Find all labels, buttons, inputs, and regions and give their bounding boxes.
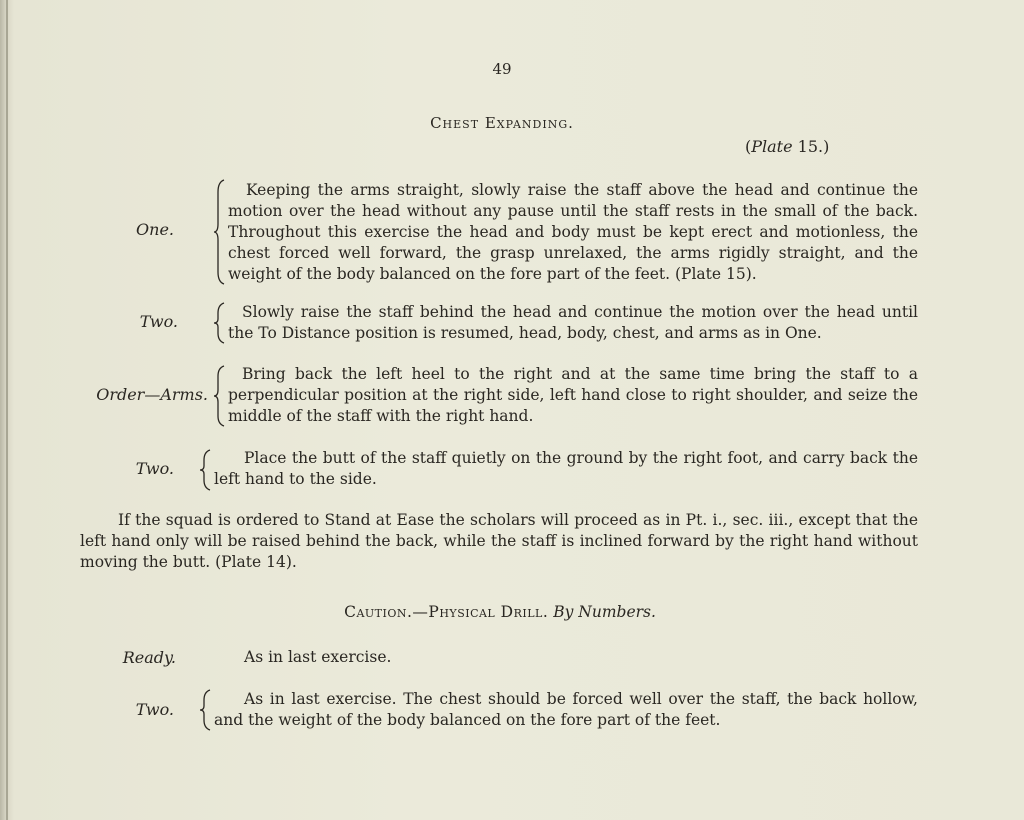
step-text-ready: As in last exercise. xyxy=(244,648,392,666)
step-label-order-arms: Order—Arms. xyxy=(96,385,208,404)
plate-word: Plate xyxy=(751,137,793,156)
step-text-two: Slowly raise the staff behind the head and continue the motion over the head until the To Distance position is resumed, head, body, chest, and arms as in One. xyxy=(228,303,918,342)
caution-heading xyxy=(0,603,1000,621)
step-label-two-second: Two. xyxy=(135,459,174,478)
step-label-ready: Ready. xyxy=(122,648,176,667)
section-title: Chest Expanding. xyxy=(430,114,574,132)
brace-two-final xyxy=(200,688,212,732)
brace-two-second xyxy=(200,448,212,492)
step-text-order-arms: Bring back the left heel to the right and at the same time bring the staff to a perpendicular position at the right side, left hand close to right shoulder, and seize the middle of the staff with the right hand. xyxy=(228,365,918,425)
step-label-one: One. xyxy=(136,220,174,239)
brace-order-arms xyxy=(214,364,226,428)
plate-open: ( xyxy=(745,137,752,156)
brace-one xyxy=(214,178,226,286)
plate-number: 15.) xyxy=(792,137,830,156)
caution-by-numbers: By Numbers. xyxy=(553,603,656,621)
brace-two xyxy=(214,301,226,345)
step-text-two-final: As in last exercise. The chest should be forced well over the staff, the back hollow, and the weight of the body balanced on the fore part of the feet. xyxy=(214,690,918,729)
caution-prefix: Caution.—Physical Drill. xyxy=(344,603,549,621)
step-label-two-final: Two. xyxy=(135,700,174,719)
stand-at-ease-paragraph: If the squad is ordered to Stand at Ease the scholars will proceed as in Pt. i., sec. iii., except that the left hand only will be raised behind the back, while the staff is inclined forward by the right hand without moving the butt. (Plate 14). xyxy=(80,511,918,571)
step-text-two-second: Place the butt of the staff quietly on the ground by the right foot, and carry back the left hand to the side. xyxy=(214,449,918,488)
page-number: 49 xyxy=(492,60,512,78)
step-label-two: Two. xyxy=(139,312,178,331)
plate-reference xyxy=(745,137,829,156)
step-text-one: Keeping the arms straight, slowly raise the staff above the head and continue the motion over the head without any pause until the staff rests in the small of the back. Throughout this exercise the head and body must be kept erect and motionless, the chest forced well forward, the grasp unrelaxed, the arms rigidly straight, and the weight of the body balanced on the fore part of the feet. (Plate 15). xyxy=(228,181,918,283)
